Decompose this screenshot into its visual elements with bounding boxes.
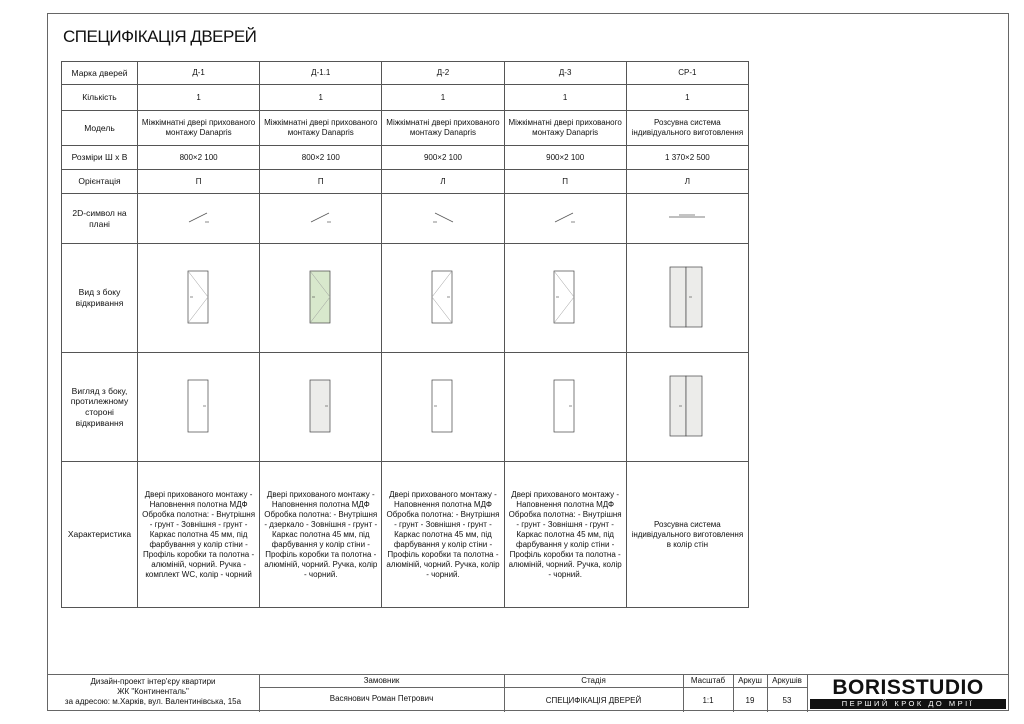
label-mark: Марка дверей — [62, 62, 138, 85]
door-elevation — [260, 244, 382, 353]
door-elevation — [504, 244, 626, 353]
door-spec-table — [61, 61, 749, 608]
cell-qty: 1 — [138, 85, 260, 111]
label-qty: Кількість — [62, 85, 138, 111]
cell-orient: П — [260, 170, 382, 194]
label-open-side: Вид з боку відкривання — [62, 244, 138, 353]
cell-size: 900×2 100 — [382, 146, 504, 170]
cell-orient: П — [504, 170, 626, 194]
cell-size: 900×2 100 — [504, 146, 626, 170]
client-header: Замовник — [363, 676, 400, 685]
door-swing-symbol-icon — [553, 210, 577, 224]
cell-specs: Розсувна система індивідуального виготовлення в колір стін — [626, 462, 748, 608]
sliding-door-symbol-icon — [667, 212, 707, 222]
cell-qty: 1 — [382, 85, 504, 111]
door-elevation-icon — [553, 270, 577, 324]
sheets-header: Аркушів — [772, 676, 802, 685]
label-size: Розміри Ш х В — [62, 146, 138, 170]
cell-mark: Д-3 — [504, 62, 626, 85]
sheet-value: 19 — [745, 696, 755, 705]
sheet-header: Аркуш — [738, 676, 762, 685]
cell-orient: Л — [382, 170, 504, 194]
sliding-door-elevation-back-icon — [669, 375, 705, 437]
door-elevation-back — [382, 353, 504, 462]
logo-tagline: ПЕРШИЙ КРОК ДО МРІЇ — [810, 699, 1006, 709]
door-elevation-icon — [309, 270, 333, 324]
cell-qty: 1 — [626, 85, 748, 111]
cell-specs: Двері прихованого монтажу - Наповнення полотна МДФ Обробка полотна: - Внутрішня - грунт - Зовнішня - грунт - Каркас полотна 45 мм, під фарбування у колір стіни - Профіль коробки та полотна - алюміній, чорний. Ручка, колір - чорний. — [504, 462, 626, 608]
page-title: СПЕЦИФІКАЦІЯ ДВЕРЕЙ — [63, 27, 257, 46]
project-line: ЖК "Континенталь" — [117, 687, 189, 696]
door-elevation-back — [504, 353, 626, 462]
row-size — [62, 146, 749, 170]
row-opposite-side — [62, 353, 749, 462]
door-elevation-back-icon — [431, 379, 455, 433]
door-elevation-icon — [187, 270, 211, 324]
cell-orient: П — [138, 170, 260, 194]
cell-model: Міжкімнатні двері прихованого монтажу Danapris — [138, 111, 260, 146]
divider — [683, 687, 807, 688]
plan-symbol — [138, 194, 260, 244]
cell-qty: 1 — [504, 85, 626, 111]
sliding-door-elevation-icon — [669, 266, 705, 328]
door-elevation-back-icon — [553, 379, 577, 433]
row-open-side — [62, 244, 749, 353]
client-name: Васянович Роман Петрович — [329, 694, 434, 703]
cell-model: Міжкімнатні двері прихованого монтажу Danapris — [504, 111, 626, 146]
door-elevation — [138, 244, 260, 353]
cell-model: Міжкімнатні двері прихованого монтажу Danapris — [382, 111, 504, 146]
cell-specs: Двері прихованого монтажу - Наповнення полотна МДФ Обробка полотна: - Внутрішня - грунт - Зовнішня - грунт - Каркас полотна 45 мм, під фарбування у колір стіни - Профіль коробки та полотна - алюміній, чорний. Ручка, колір - чорний. — [382, 462, 504, 608]
divider — [259, 687, 683, 688]
row-mark — [62, 62, 749, 85]
door-elevation-back-icon — [309, 379, 333, 433]
plan-symbol — [260, 194, 382, 244]
project-line: Дизайн-проект інтер'єру квартири — [90, 677, 216, 686]
scale-value: 1:1 — [702, 696, 714, 705]
plan-symbol — [626, 194, 748, 244]
label-opposite-side: Вигляд з боку, протилежному стороні відкривання — [62, 353, 138, 462]
cell-model: Міжкімнатні двері прихованого монтажу Danapris — [260, 111, 382, 146]
plan-symbol — [504, 194, 626, 244]
door-elevation — [626, 244, 748, 353]
project-line: за адресою: м.Харків, вул. Валентинівська, 15а — [64, 697, 242, 706]
logo — [808, 676, 1008, 710]
cell-orient: Л — [626, 170, 748, 194]
door-elevation-back — [260, 353, 382, 462]
cell-size: 800×2 100 — [260, 146, 382, 170]
row-orient — [62, 170, 749, 194]
cell-specs: Двері прихованого монтажу - Наповнення полотна МДФ Обробка полотна: - Внутрішня - дзеркало - Зовнішня - грунт - Каркас полотна 45 мм, під фарбування у колір стіни - Профіль коробки та полотна - алюміній, чорний. Ручка, колір - чорний. — [260, 462, 382, 608]
row-qty — [62, 85, 749, 111]
cell-size: 800×2 100 — [138, 146, 260, 170]
cell-model: Розсувна система індивідуального виготовлення — [626, 111, 748, 146]
cell-qty: 1 — [260, 85, 382, 111]
door-swing-symbol-icon — [187, 210, 211, 224]
stage-header: Стадія — [581, 676, 606, 685]
label-orient: Орієнтація — [62, 170, 138, 194]
scale-header: Масштаб — [690, 676, 726, 685]
label-specs: Характеристика — [62, 462, 138, 608]
door-swing-symbol-icon — [309, 210, 333, 224]
door-elevation — [382, 244, 504, 353]
door-elevation-back — [138, 353, 260, 462]
sheets-value: 53 — [782, 696, 792, 705]
door-elevation-back — [626, 353, 748, 462]
row-symbol — [62, 194, 749, 244]
cell-size: 1 370×2 500 — [626, 146, 748, 170]
door-swing-symbol-icon — [431, 210, 455, 224]
cell-specs: Двері прихованого монтажу - Наповнення полотна МДФ Обробка полотна: - Внутрішня - грунт - Зовнішня - грунт - Каркас полотна 45 мм, під фарбування у колір стіни - Профіль коробки та полотна - алюміній, чорний. Ручка - комплект WC, колір - чорний — [138, 462, 260, 608]
cell-mark: СР-1 — [626, 62, 748, 85]
row-specs — [62, 462, 749, 608]
logo-text: BORISSTUDIO — [832, 676, 984, 699]
stage-value: СПЕЦИФІКАЦІЯ ДВЕРЕЙ — [545, 696, 642, 705]
label-symbol: 2D-символ на плані — [62, 194, 138, 244]
plan-symbol — [382, 194, 504, 244]
cell-mark: Д-2 — [382, 62, 504, 85]
cell-mark: Д-1 — [138, 62, 260, 85]
row-model — [62, 111, 749, 146]
door-elevation-icon — [431, 270, 455, 324]
label-model: Модель — [62, 111, 138, 146]
cell-mark: Д-1.1 — [260, 62, 382, 85]
door-elevation-back-icon — [187, 379, 211, 433]
project-info — [47, 677, 259, 707]
